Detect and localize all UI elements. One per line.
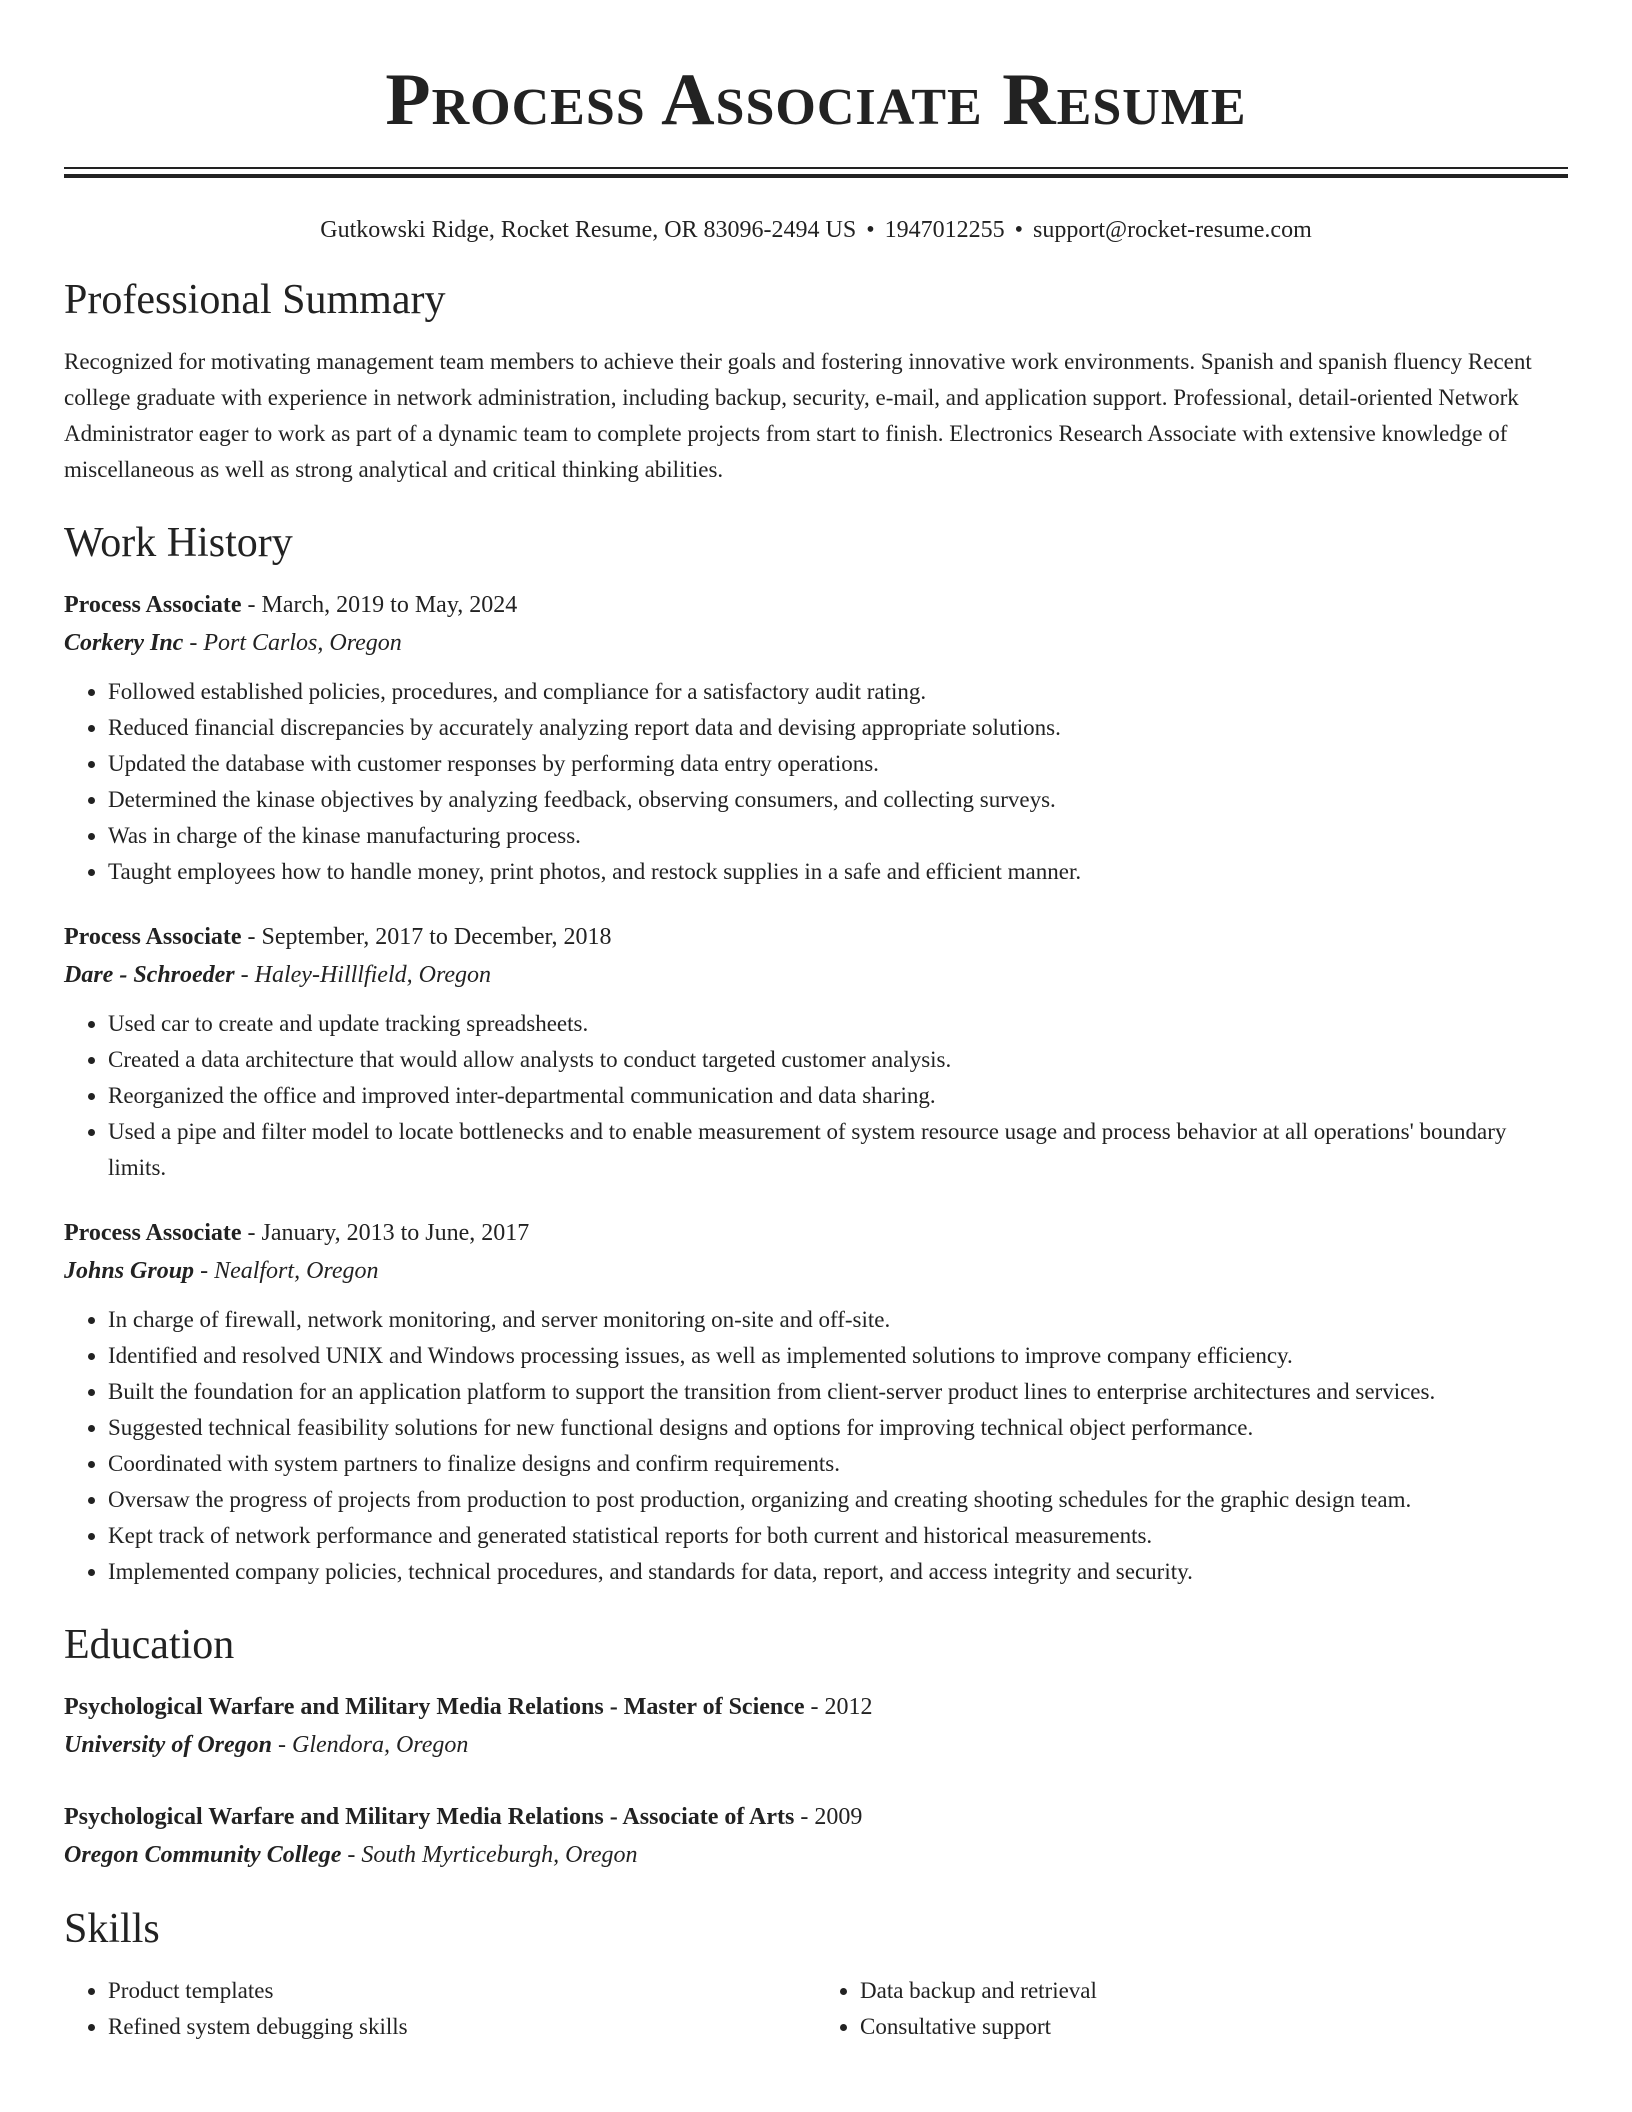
job-dates: September, 2017 to December, 2018 [261,923,612,950]
job-company: Johns Group [64,1257,195,1284]
job-bullet: • Identified and resolved UNIX and Windows processing issues, as well as implemented solutions to improve company efficiency. [108,1338,1568,1374]
contact-line [64,216,1568,245]
job-entry [64,918,1568,1186]
job-bullets [64,1302,1568,1590]
education-degree-line: Psychological Warfare and Military Media Relations - Associate of Arts - 2009 [64,1804,863,1831]
job-title-line: Process Associate - September, 2017 to December, 2018 [64,923,612,950]
education-degree: Psychological Warfare and Military Media Relations - Associate of Arts [64,1804,795,1831]
education-entry [64,1798,1568,1874]
skill-item: • Data backup and retrieval [860,1973,1568,2009]
job-company-line: Johns Group - Nealfort, Oregon [64,1257,379,1284]
job-title: Process Associate [64,591,242,618]
skills-column-right [816,1973,1568,2045]
job-title-line: Process Associate - January, 2013 to June, 2017 [64,1219,530,1246]
job-bullet: • Determined the kinase objectives by analyzing feedback, observing consumers, and collecting surveys. [108,782,1568,818]
divider-thick-line [64,174,1568,178]
job-bullet: • Suggested technical feasibility solutions for new functional designs and options for improving technical object performance. [108,1410,1568,1446]
education-location: Glendora, Oregon [291,1732,469,1759]
job-location: Haley-Hilllfield, Oregon [254,961,492,988]
job-bullet: • Kept track of network performance and generated statistical reports for both current and historical measurements. [108,1518,1568,1554]
job-company: Dare - Schroeder [64,961,235,988]
contact-address: Gutkowski Ridge, Rocket Resume, OR 83096-2494 US [320,217,857,244]
job-location: Port Carlos, Oregon [203,629,402,656]
education-degree: Psychological Warfare and Military Media Relations - Master of Science [64,1694,805,1721]
contact-email: support@rocket-resume.com [1033,217,1312,244]
job-bullet: • Used a pipe and filter model to locate bottlenecks and to enable measurement of system resource usage and process behavior at all operations' boundary limits. [108,1114,1568,1186]
education-heading: Education [64,1621,235,1668]
job-bullet: • Created a data architecture that would allow analysts to conduct targeted customer analysis. [108,1042,1568,1078]
job-dates: March, 2019 to May, 2024 [261,591,518,618]
education-entry [64,1688,1568,1764]
job-bullet: • Followed established policies, procedures, and compliance for a satisfactory audit rating. [108,674,1568,710]
education-school-line: University of Oregon - Glendora, Oregon [64,1732,469,1759]
job-title-line: Process Associate - March, 2019 to May, 2024 [64,591,518,618]
skill-item: • Refined system debugging skills [108,2009,816,2045]
skills-heading: Skills [64,1906,160,1953]
work-history-heading: Work History [64,519,293,566]
skill-item: • Consultative support [860,2009,1568,2045]
job-bullet: • Built the foundation for an application platform to support the transition from client-server product lines to enterprise architectures and services. [108,1374,1568,1410]
contact-separator: • [1014,217,1024,244]
education-year: 2012 [824,1694,873,1721]
skills-column-left [64,1973,816,2045]
job-bullets [64,1006,1568,1186]
summary-heading: Professional Summary [64,277,446,324]
education-school-line: Oregon Community College - South Myrticeburgh, Oregon [64,1842,638,1869]
job-dates: January, 2013 to June, 2017 [261,1219,530,1246]
resume-page [64,0,1568,2045]
job-location: Nealfort, Oregon [214,1257,379,1284]
job-bullet: • Implemented company policies, technical procedures, and standards for data, report, and access integrity and security. [108,1554,1568,1590]
job-title: Process Associate [64,1219,242,1246]
resume-title: Process Associate Resume [385,59,1247,141]
job-bullet: • In charge of firewall, network monitoring, and server monitoring on-site and off-site. [108,1302,1568,1338]
job-bullet: • Used car to create and update tracking spreadsheets. [108,1006,1568,1042]
education-location: South Myrticeburgh, Oregon [361,1842,638,1869]
divider-thin-line [64,167,1568,169]
job-bullet: • Was in charge of the kinase manufacturing process. [108,818,1568,854]
job-company-line: Corkery Inc - Port Carlos, Oregon [64,629,402,656]
title-divider [64,167,1568,178]
job-bullet: • Taught employees how to handle money, print photos, and restock supplies in a safe and efficient manner. [108,854,1568,890]
job-bullet: • Oversaw the progress of projects from production to post production, organizing and creating shooting schedules for the graphic design team. [108,1482,1568,1518]
job-entry [64,586,1568,890]
education-degree-line: Psychological Warfare and Military Media Relations - Master of Science - 2012 [64,1694,873,1721]
skill-item: • Product templates [108,1973,816,2009]
education-school: University of Oregon [64,1732,272,1759]
job-entry [64,1214,1568,1590]
job-company-line: Dare - Schroeder - Haley-Hilllfield, Oregon [64,961,492,988]
job-bullet: • Reorganized the office and improved inter-departmental communication and data sharing. [108,1078,1568,1114]
job-bullet: • Reduced financial discrepancies by accurately analyzing report data and devising appropriate solutions. [108,710,1568,746]
summary-text: Recognized for motivating management team members to achieve their goals and fostering innovative work environments. Spanish and spanish fluency Recent college graduate with experience in network administration, including backup, security, e-mail, and application support. Professional, detail-oriented Network Administrator eager to work as part of a dynamic team to complete projects from start to finish. Electronics Research Associate with extensive knowledge of miscellaneous as well as strong analytical and critical thinking abilities. [64,348,1532,482]
contact-separator: • [866,217,875,244]
job-bullet: • Coordinated with system partners to finalize designs and confirm requirements. [108,1446,1568,1482]
job-bullet: • Updated the database with customer responses by performing data entry operations. [108,746,1568,782]
contact-phone: 1947012255 [884,217,1005,244]
job-title: Process Associate [64,923,242,950]
job-company: Corkery Inc [64,629,184,656]
education-year: 2009 [814,1804,863,1831]
skills-list [64,1973,1568,2045]
job-bullets [64,674,1568,890]
education-school: Oregon Community College [64,1842,342,1869]
